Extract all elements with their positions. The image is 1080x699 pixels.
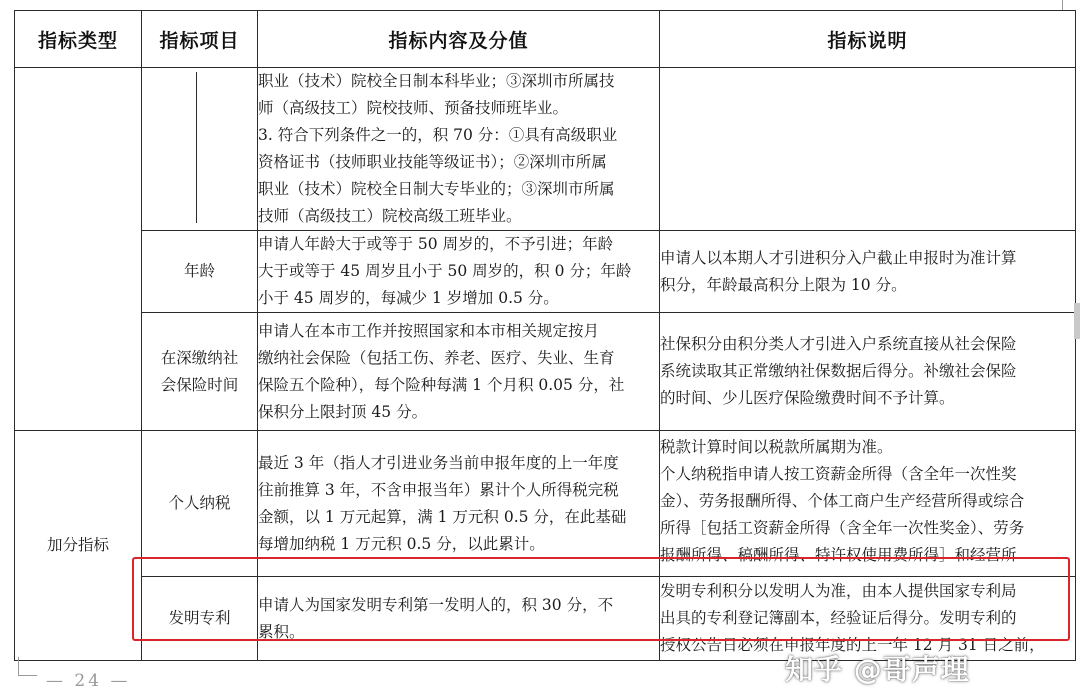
crop-mark-bottom-left [18, 657, 37, 676]
note-line: 税款计算时间以税款所属期为准。 [660, 437, 893, 456]
note-cell-empty [660, 68, 1076, 231]
note-line: 系统读取其正常缴纳社保数据后得分。补缴社会保险 [660, 362, 1017, 380]
header-indicator-type: 指标类型 [15, 11, 142, 68]
inner-divider-line [196, 72, 197, 223]
note-line: 申请人以本期人才引进积分入户截止申报时为准计算 [660, 248, 1017, 267]
item-cell-age: 年龄 [142, 231, 258, 313]
note-line: 发明专利积分以发明人为准，由本人提供国家专利局 [660, 582, 1017, 600]
category-cell-bonus: 加分指标 [15, 431, 142, 661]
table-row [15, 231, 1076, 313]
item-cell-invention-patent: 发明专利 [142, 577, 258, 661]
header-indicator-item: 指标项目 [142, 11, 258, 68]
content-line: 金额，以 1 万元起算，满 1 万元积 0.5 分，在此基础 [258, 507, 627, 526]
note-cell-age [660, 231, 1076, 313]
table-row [15, 431, 1076, 577]
note-line: 积分，年龄最高积分上限为 10 分。 [660, 275, 907, 294]
content-cell-age [258, 231, 660, 313]
item-cell-empty [142, 68, 258, 231]
content-cell [258, 68, 660, 231]
content-line: 最近 3 年（指人才引进业务当前申报年度的上一年度 [258, 453, 619, 472]
content-line: 缴纳社会保险（包括工伤、养老、医疗、失业、生育 [258, 348, 615, 367]
content-line: 申请人在本市工作并按照国家和本市相关规定按月 [258, 321, 600, 340]
table-header-row [15, 11, 1076, 68]
content-line: 往前推算 3 年，不含申报当年）累计个人所得税完税 [258, 480, 619, 499]
crop-mark-top-right [1044, 0, 1063, 10]
item-cell-social-insurance: 在深缴纳社会保险时间 [142, 313, 258, 431]
content-line: 累积。 [258, 622, 305, 641]
header-indicator-note: 指标说明 [660, 11, 1076, 68]
note-line: 授权公告日必须在申报年度的上一年 12 月 31 日之前， [660, 636, 1045, 654]
content-line: 保积分上限封顶 45 分。 [258, 402, 428, 421]
page-number: — 24 — [46, 671, 131, 691]
note-line: 金）、劳务报酬所得、个体工商户生产经营所得或综合 [660, 491, 1025, 510]
content-line: 职业（技术）院校全日制大专毕业的；③深圳市所属 [258, 180, 615, 198]
note-line: 的时间、少儿医疗保险缴费时间不予计算。 [660, 389, 955, 407]
highlight-box [132, 557, 1070, 641]
content-line: 保险五个险种），每个险种每满 1 个月积 0.05 分，社 [258, 375, 625, 394]
content-cell-social-insurance [258, 313, 660, 431]
content-line: 资格证书（技师职业技能等级证书）；②深圳市所属 [258, 153, 607, 171]
content-cell-personal-tax [258, 431, 660, 577]
table-row [15, 313, 1076, 431]
content-line: 职业（技术）院校全日制本科毕业；③深圳市所属技 [258, 72, 615, 90]
item-cell-personal-tax: 个人纳税 [142, 431, 258, 577]
content-line: 小于 45 周岁的，每减少 1 岁增加 0.5 分。 [258, 289, 559, 307]
note-line: 社保积分由积分类人才引进入户系统直接从社会保险 [660, 335, 1017, 353]
content-line: 申请人年龄大于或等于 50 周岁的，不予引进；年龄 [258, 235, 614, 253]
content-line: 大于或等于 45 周岁且小于 50 周岁的，积 0 分；年龄 [258, 262, 632, 280]
table-row [15, 68, 1076, 231]
header-indicator-content: 指标内容及分值 [258, 11, 660, 68]
note-line: 个人纳税指申请人按工资薪金所得（含全年一次性奖 [660, 464, 1017, 483]
note-cell-personal-tax [660, 431, 1076, 577]
category-cell-empty [15, 68, 142, 431]
note-line: 报酬所得、稿酬所得、特许权使用费所得］和经营所 [660, 545, 1017, 564]
note-cell-social-insurance [660, 313, 1076, 431]
content-line: 3. 符合下列条件之一的，积 70 分：①具有高级职业 [258, 126, 618, 144]
content-line: 技师（高级技工）院校高级工班毕业。 [258, 207, 522, 225]
content-line: 申请人为国家发明专利第一发明人的，积 30 分，不 [258, 595, 614, 614]
note-line: 出具的专利登记簿副本，经验证后得分。发明专利的 [660, 609, 1017, 627]
watermark: 知乎 @哥声理 [785, 653, 970, 686]
scrollbar-tab[interactable] [1074, 303, 1080, 339]
note-line: 所得［包括工资薪金所得（含全年一次性奖金）、劳务 [660, 518, 1025, 537]
content-line: 每增加纳税 1 万元积 0.5 分，以此累计。 [258, 534, 545, 553]
content-line: 师（高级技工）院校技师、预备技师班毕业。 [258, 99, 569, 117]
